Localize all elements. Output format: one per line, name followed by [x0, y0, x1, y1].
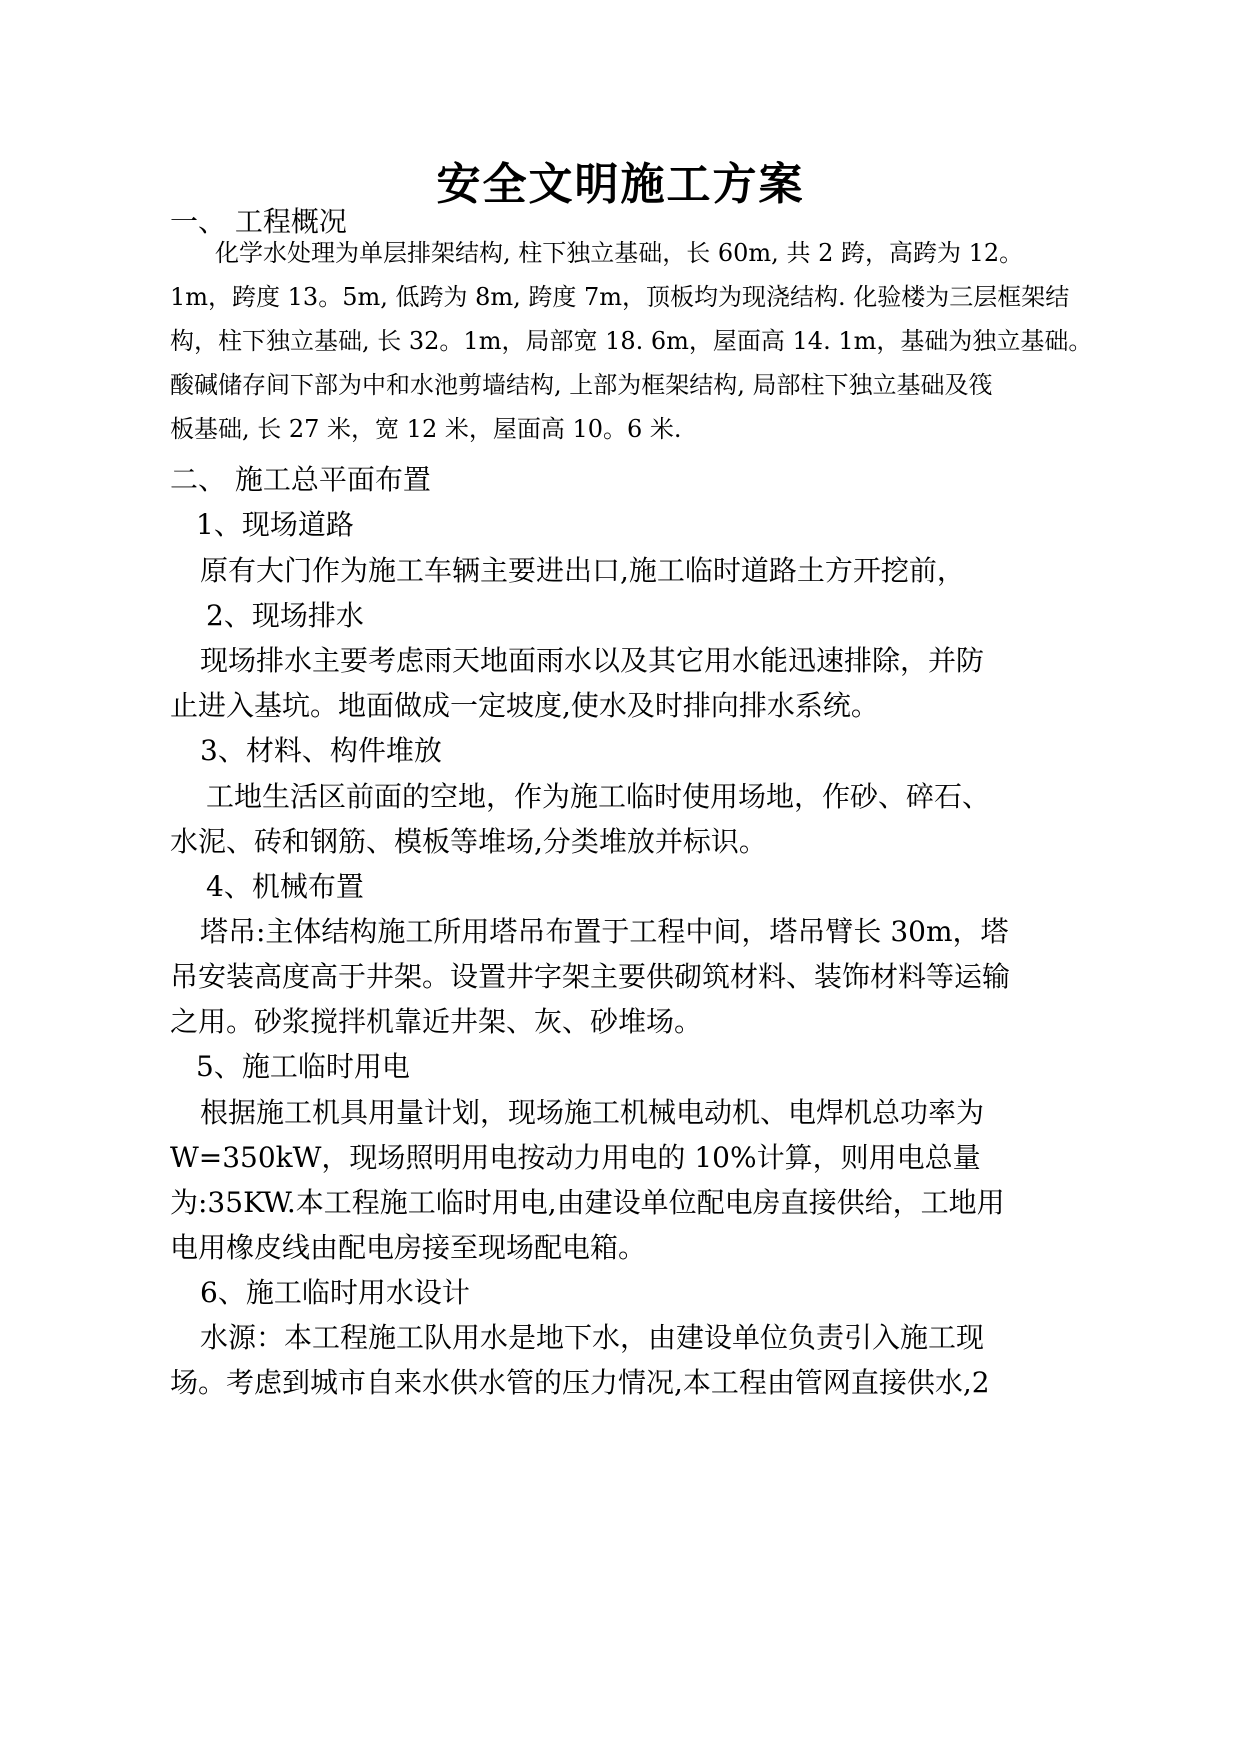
paragraph-line: 场。考虑到城市自来水供水管的压力情况,本工程由管网直接供水,2 — [170, 1366, 990, 1399]
subsection-heading-machinery: 4、机械布置 — [206, 870, 364, 903]
subsection-heading-materials: 3、材料、构件堆放 — [200, 734, 442, 767]
paragraph-line: 吊安装高度高于井架。设置井字架主要供砌筑材料、装饰材料等运输 — [170, 960, 1011, 993]
paragraph-line: 为:35KW.本工程施工临时用电,由建设单位配电房直接供给，工地用 — [170, 1186, 1005, 1219]
subsection-heading-temporary-power: 5、施工临时用电 — [196, 1050, 410, 1083]
paragraph-line: 水源：本工程施工队用水是地下水，由建设单位负责引入施工现 — [200, 1321, 985, 1354]
subsection-heading-site-road: 1、现场道路 — [196, 508, 354, 541]
paragraph-line: 塔吊:主体结构施工所用塔吊布置于工程中间，塔吊臂长 30m，塔 — [200, 915, 1009, 948]
paragraph-line: 止进入基坑。地面做成一定坡度,使水及时排向排水系统。 — [170, 689, 879, 722]
paragraph-line: W=350kW，现场照明用电按动力用电的 10%计算，则用电总量 — [170, 1141, 981, 1174]
paragraph-line: 酸碱储存间下部为中和水池剪墙结构, 上部为框架结构, 局部柱下独立基础及筏 — [170, 371, 993, 399]
section-heading-project-overview: 一、 工程概况 — [170, 205, 347, 238]
paragraph-line: 原有大门作为施工车辆主要进出口,施工临时道路土方开挖前， — [200, 554, 965, 587]
subsection-heading-site-drainage: 2、现场排水 — [206, 599, 364, 632]
paragraph-line: 构，柱下独立基础, 长 32。1m，局部宽 18. 6m，屋面高 14. 1m，基础为独立基础。 — [170, 327, 1093, 355]
paragraph-line: 化学水处理为单层排架结构, 柱下独立基础，长 60m, 共 2 跨，高跨为 12。 — [215, 239, 1024, 267]
paragraph-line: 之用。砂浆搅拌机靠近井架、灰、砂堆场。 — [170, 1005, 703, 1038]
document-title: 安全文明施工方案 — [436, 159, 805, 210]
paragraph-line: 根据施工机具用量计划，现场施工机械电动机、电焊机总功率为 — [200, 1096, 985, 1129]
paragraph-line: 现场排水主要考虑雨天地面雨水以及其它用水能迅速排除，并防 — [200, 644, 985, 677]
paragraph-line: 工地生活区前面的空地，作为施工临时使用场地，作砂、碎石、 — [206, 780, 991, 813]
paragraph-line: 1m，跨度 13。5m, 低跨为 8m, 跨度 7m，顶板均为现浇结构. 化验楼为三层框架结 — [170, 283, 1070, 311]
paragraph-line: 水泥、砖和钢筋、模板等堆场,分类堆放并标识。 — [170, 825, 767, 858]
paragraph-line: 板基础, 长 27 米，宽 12 米，屋面高 10。6 米. — [170, 415, 682, 443]
paragraph-line: 电用橡皮线由配电房接至现场配电箱。 — [170, 1231, 647, 1264]
subsection-heading-temporary-water: 6、施工临时用水设计 — [200, 1276, 470, 1309]
section-heading-site-layout: 二、 施工总平面布置 — [170, 463, 431, 496]
